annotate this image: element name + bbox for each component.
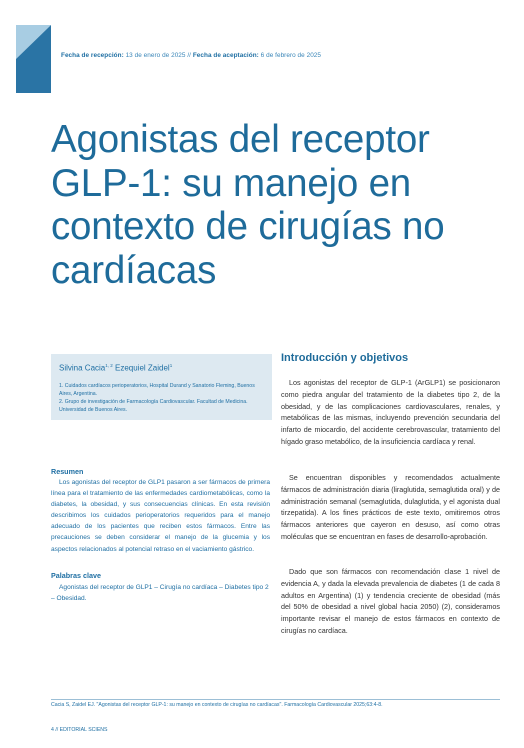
abstract-body: Los agonistas del receptor de GLP1 pasaron a ser fármacos de primera línea para el tratamiento de las enfermedades cardiometabólicas, como la diabetes, la obesidad, y sus consecuencias clínicas. En esta revisión describimos los cuidados perioperatorios requeridos para el manejo adecuado de los pacientes que reciben estos fármacos. Entre las precauciones se deben considerar el manejo de la glucemia y los aspectos relacionados al potencial retraso en el vaciamiento gástrico. [51,479,270,553]
page-footer: 4 // EDITORIAL SCIENS [51,727,108,733]
footer-divider [51,699,500,700]
authors-box [51,354,272,420]
accepted-date: 6 de febrero de 2025 [260,52,322,59]
keywords-body: Agonistas del receptor de GLP1 – Cirugía no cardíaca – Diabetes tipo 2 – Obesidad. [51,584,269,603]
citation: Cacia S, Zaidel EJ. "Agonistas del receptor GLP-1: su manejo en contexto de cirugías no cardíacas". Farmacología Cardiovascular 2025;63:4-8. [51,702,383,708]
author-affiliation-ref: 1 [169,363,173,368]
body-paragraph: Los agonistas del receptor de GLP-1 (ArGLP1) se posicionaron como piedra angular del tratamiento de la diabetes tipo 2, de la obesidad, y de las complicaciones cardiovasculares, renales, y metabólicas de las mismas, incluyendo prevención secundaria del infarto de miocardio, del accidente cerebrovascular, tratamiento del hígado graso metabólico, de la insuficiencia cardíaca y renal. [281,378,500,446]
author-name: Ezequiel Zaidel [115,363,170,373]
accepted-label: Fecha de aceptación: [192,52,259,59]
body-paragraph: Dado que son fármacos con recomendación clase 1 nivel de evidencia A, y dada la elevada prevalencia de diabetes (1 de cada 8 adultos en Argentina) (1) y tendencia creciente de obesidad (más del 50% de obesidad a nivel global hacia 2050) (2), consideramos importante revisar el manejo de estos fármacos en contexto de cirugías no cardíaca. [281,567,500,635]
author-affiliation-ref: 1, 2 [105,363,113,368]
author-name: Silvina Cacia [59,363,106,373]
received-date: 13 de enero de 2025 [125,52,186,59]
received-label: Fecha de recepción: [61,52,124,59]
date-separator: // [187,52,192,59]
body-paragraph: Se encuentran disponibles y recomendados actualmente fármacos de administración diaria (liraglutida, semaglutida oral) y de administración semanal (semaglutida, dulaglutida, y el agonista dual tirzepatida). A los fines prácticos de este texto, omitiremos otros fármacos anteriores que cayeron en desuso, así como otras moléculas que se encuentran en fases de desarrollo-aprobación. [281,473,500,541]
keywords-heading: Palabras clave [51,571,101,580]
affiliation: 1. Cuidados cardíacos perioperatorios, Hospital Durand y Sanatorio Fleming, Buenos Aires, Argentina. [59,382,255,397]
corner-triangle-mark [16,25,51,93]
abstract-heading: Resumen [51,467,84,476]
section-heading: Introducción y objetivos [281,352,409,364]
author-list [59,363,266,373]
article-title: Agonistas del receptor GLP-1: su manejo en contexto de cirugías no cardíacas [51,118,445,292]
affiliation: 2. Grupo de investigación de Farmacología Cardiovascular. Facultad de Medicina. Universidad de Buenos Aires. [59,399,248,414]
affiliations [59,382,266,415]
article-dates [61,52,321,59]
